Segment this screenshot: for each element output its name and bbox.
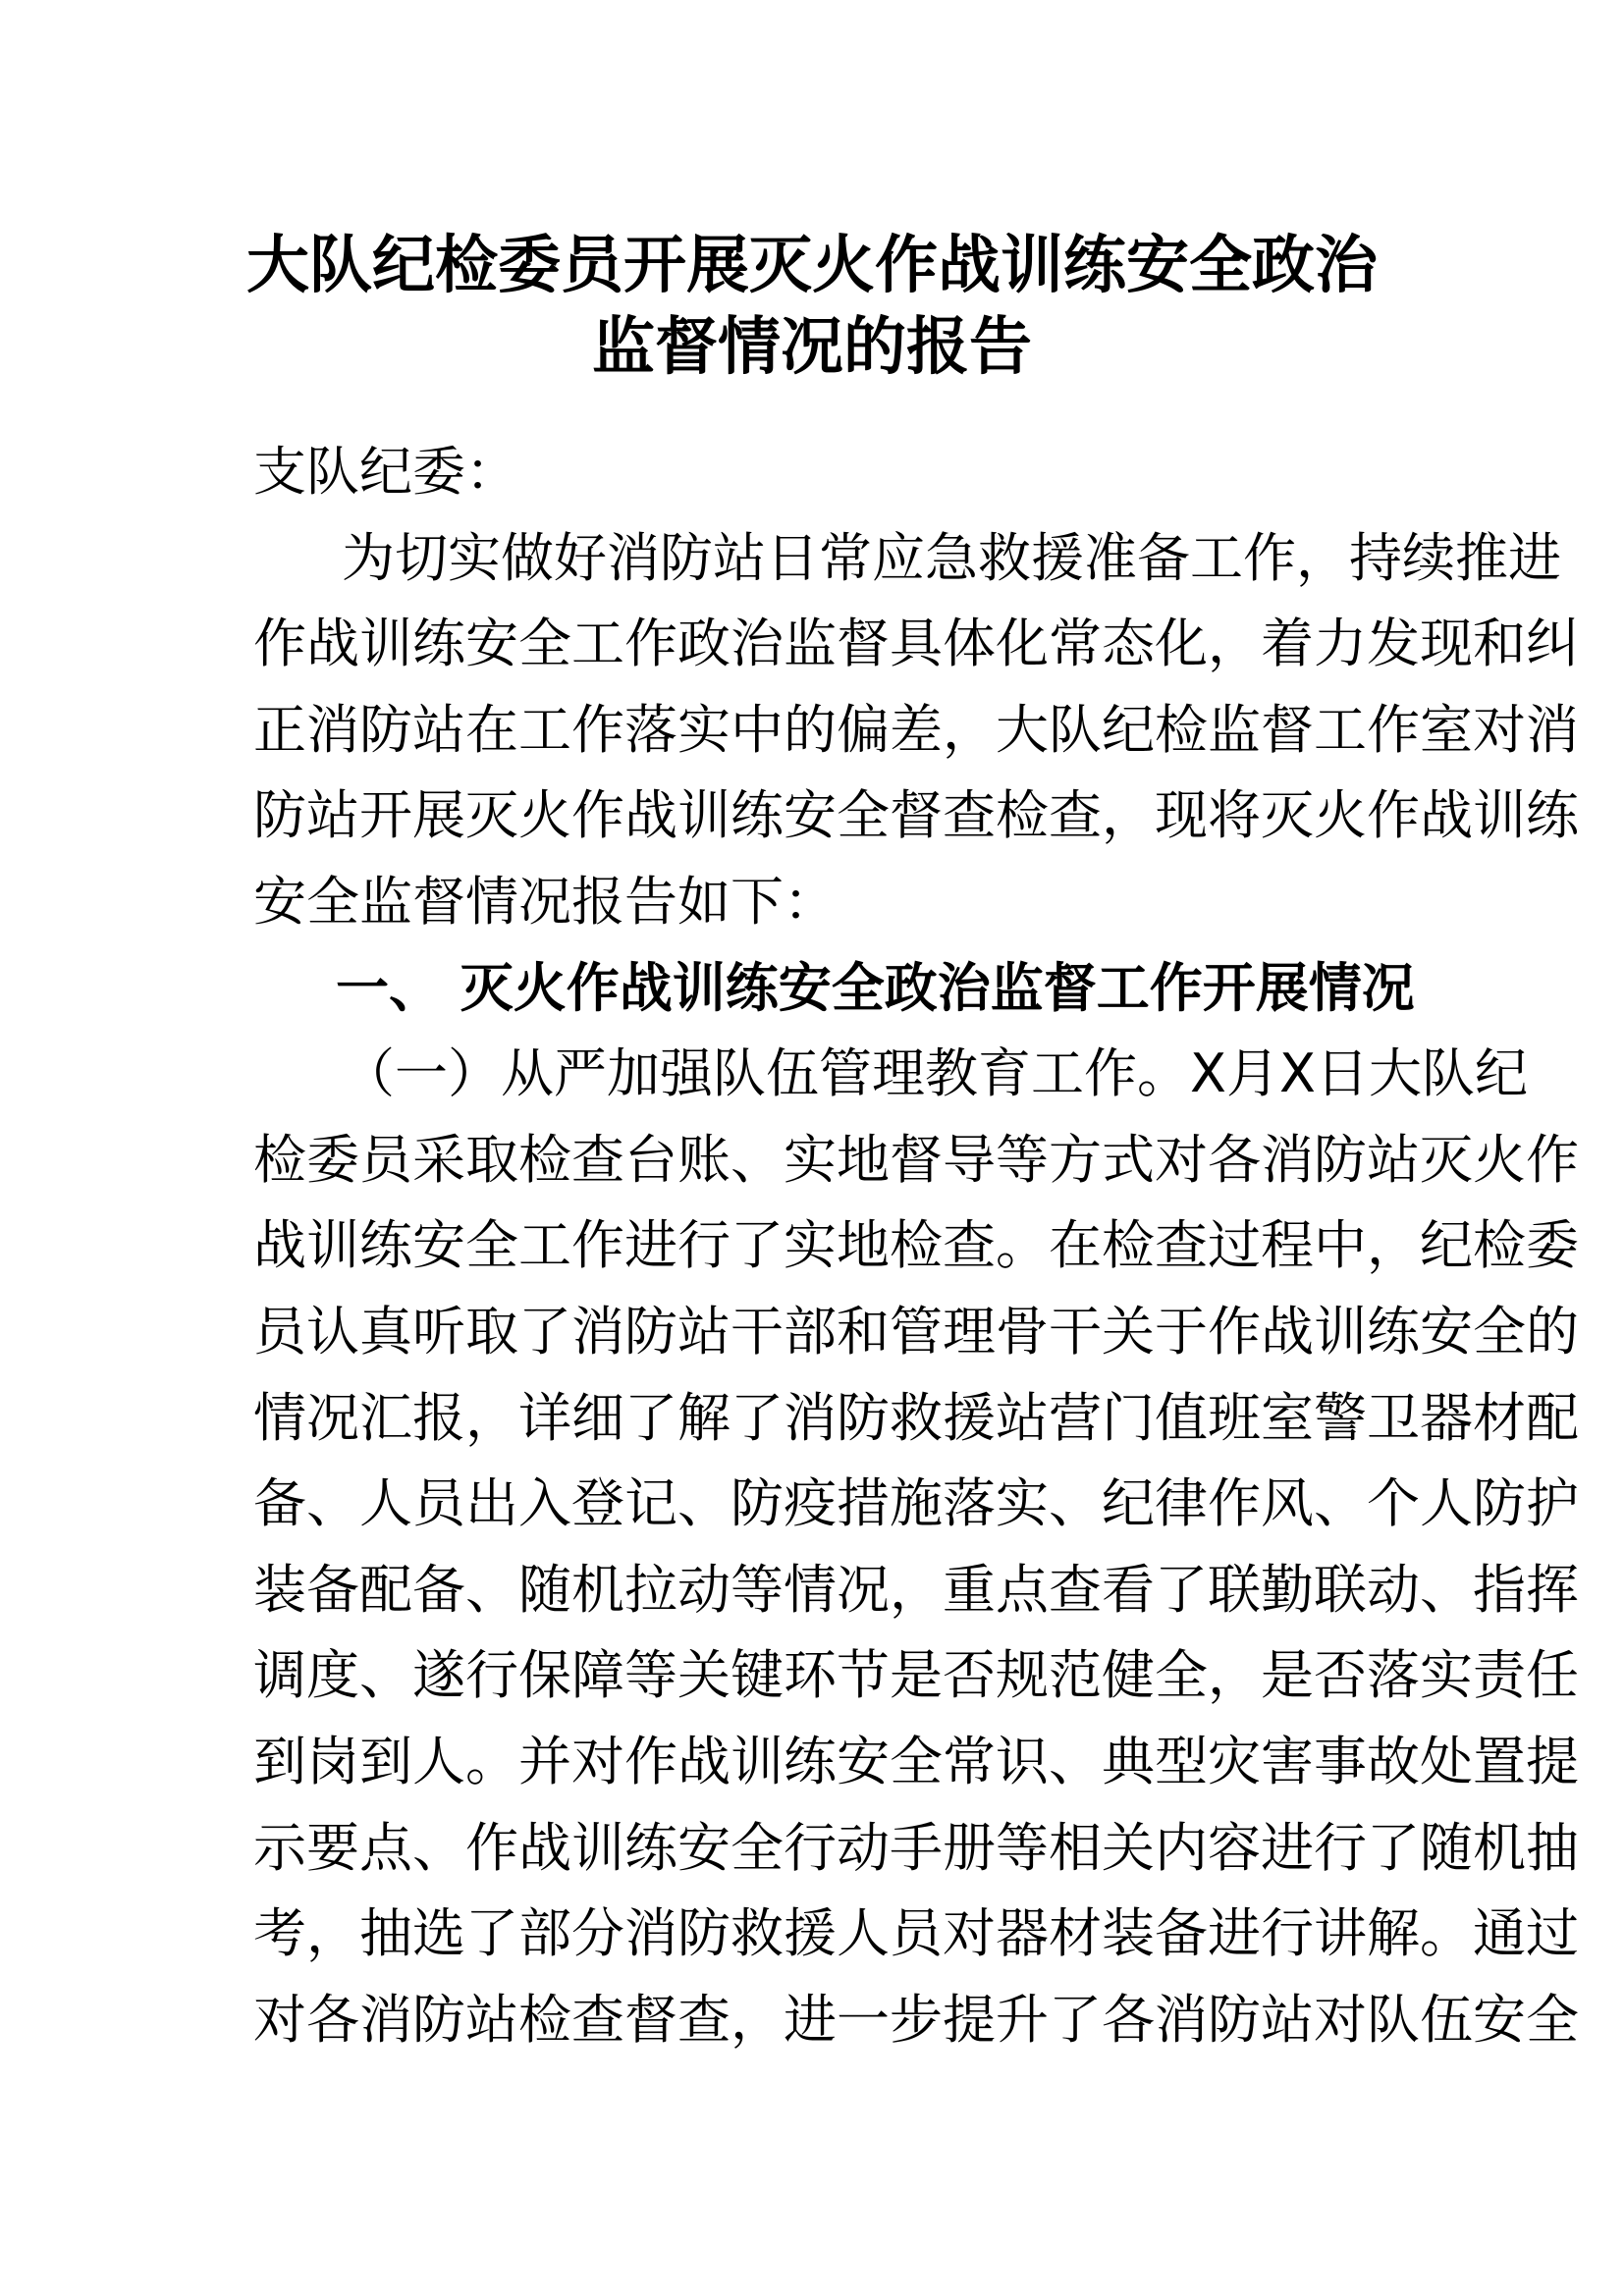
- paragraph-line: 员认真听取了消防站干部和管理骨干关于作战训练安全的: [253, 1300, 1579, 1362]
- paragraph-line: 防站开展灭火作战训练安全督查检查，现将灭火作战训练: [253, 784, 1579, 847]
- intro-paragraph: [253, 515, 1579, 945]
- paragraph-line: 对各消防站检查督查，进一步提升了各消防站对队伍安全: [253, 1988, 1579, 2051]
- paragraph-line: 情况汇报，详细了解了消防救援站营门值班室警卫器材配: [253, 1386, 1579, 1449]
- paragraph-line: 为切实做好消防站日常应急救援准备工作，持续推进: [342, 526, 1561, 589]
- paragraph-line: 考，抽选了部分消防救援人员对器材装备进行讲解。通过: [253, 1902, 1579, 1965]
- paragraph-line: 装备配备、随机拉动等情况，重点查看了联勤联动、指挥: [253, 1558, 1579, 1621]
- section1-paragraph: [253, 1031, 1579, 2062]
- salutation: 支队纪委：: [253, 441, 518, 503]
- paragraph-line: 战训练安全工作进行了实地检查。在检查过程中，纪检委: [253, 1214, 1579, 1277]
- paragraph-line: 检委员采取检查台账、实地督导等方式对各消防站灭火作: [253, 1128, 1579, 1191]
- document-title: [0, 226, 1624, 389]
- title-line-1: 大队纪检委员开展灭火作战训练安全政治: [246, 230, 1378, 302]
- paragraph-line: 作战训练安全工作政治监督具体化常态化，着力发现和纠: [253, 613, 1579, 675]
- paragraph-line: 调度、遂行保障等关键环节是否规范健全，是否落实责任: [253, 1644, 1579, 1707]
- paragraph-line: 安全监督情况报告如下：: [253, 870, 837, 933]
- paragraph-line: 到岗到人。并对作战训练安全常识、典型灾害事故处置提: [253, 1730, 1579, 1792]
- paragraph-line: 正消防站在工作落实中的偏差，大队纪检监督工作室对消: [253, 698, 1579, 761]
- document-body: [253, 429, 1579, 2062]
- paragraph-line: 示要点、作战训练安全行动手册等相关内容进行了随机抽: [253, 1816, 1579, 1879]
- section-heading: 一、 灭火作战训练安全政治监督工作开展情况: [336, 956, 1415, 1019]
- title-line-2: 监督情况的报告: [592, 311, 1032, 384]
- paragraph-line: （一）从严加强队伍管理教育工作。X月X日大队纪: [342, 1042, 1528, 1105]
- paragraph-line: 备、人员出入登记、防疫措施落实、纪律作风、个人防护: [253, 1472, 1579, 1535]
